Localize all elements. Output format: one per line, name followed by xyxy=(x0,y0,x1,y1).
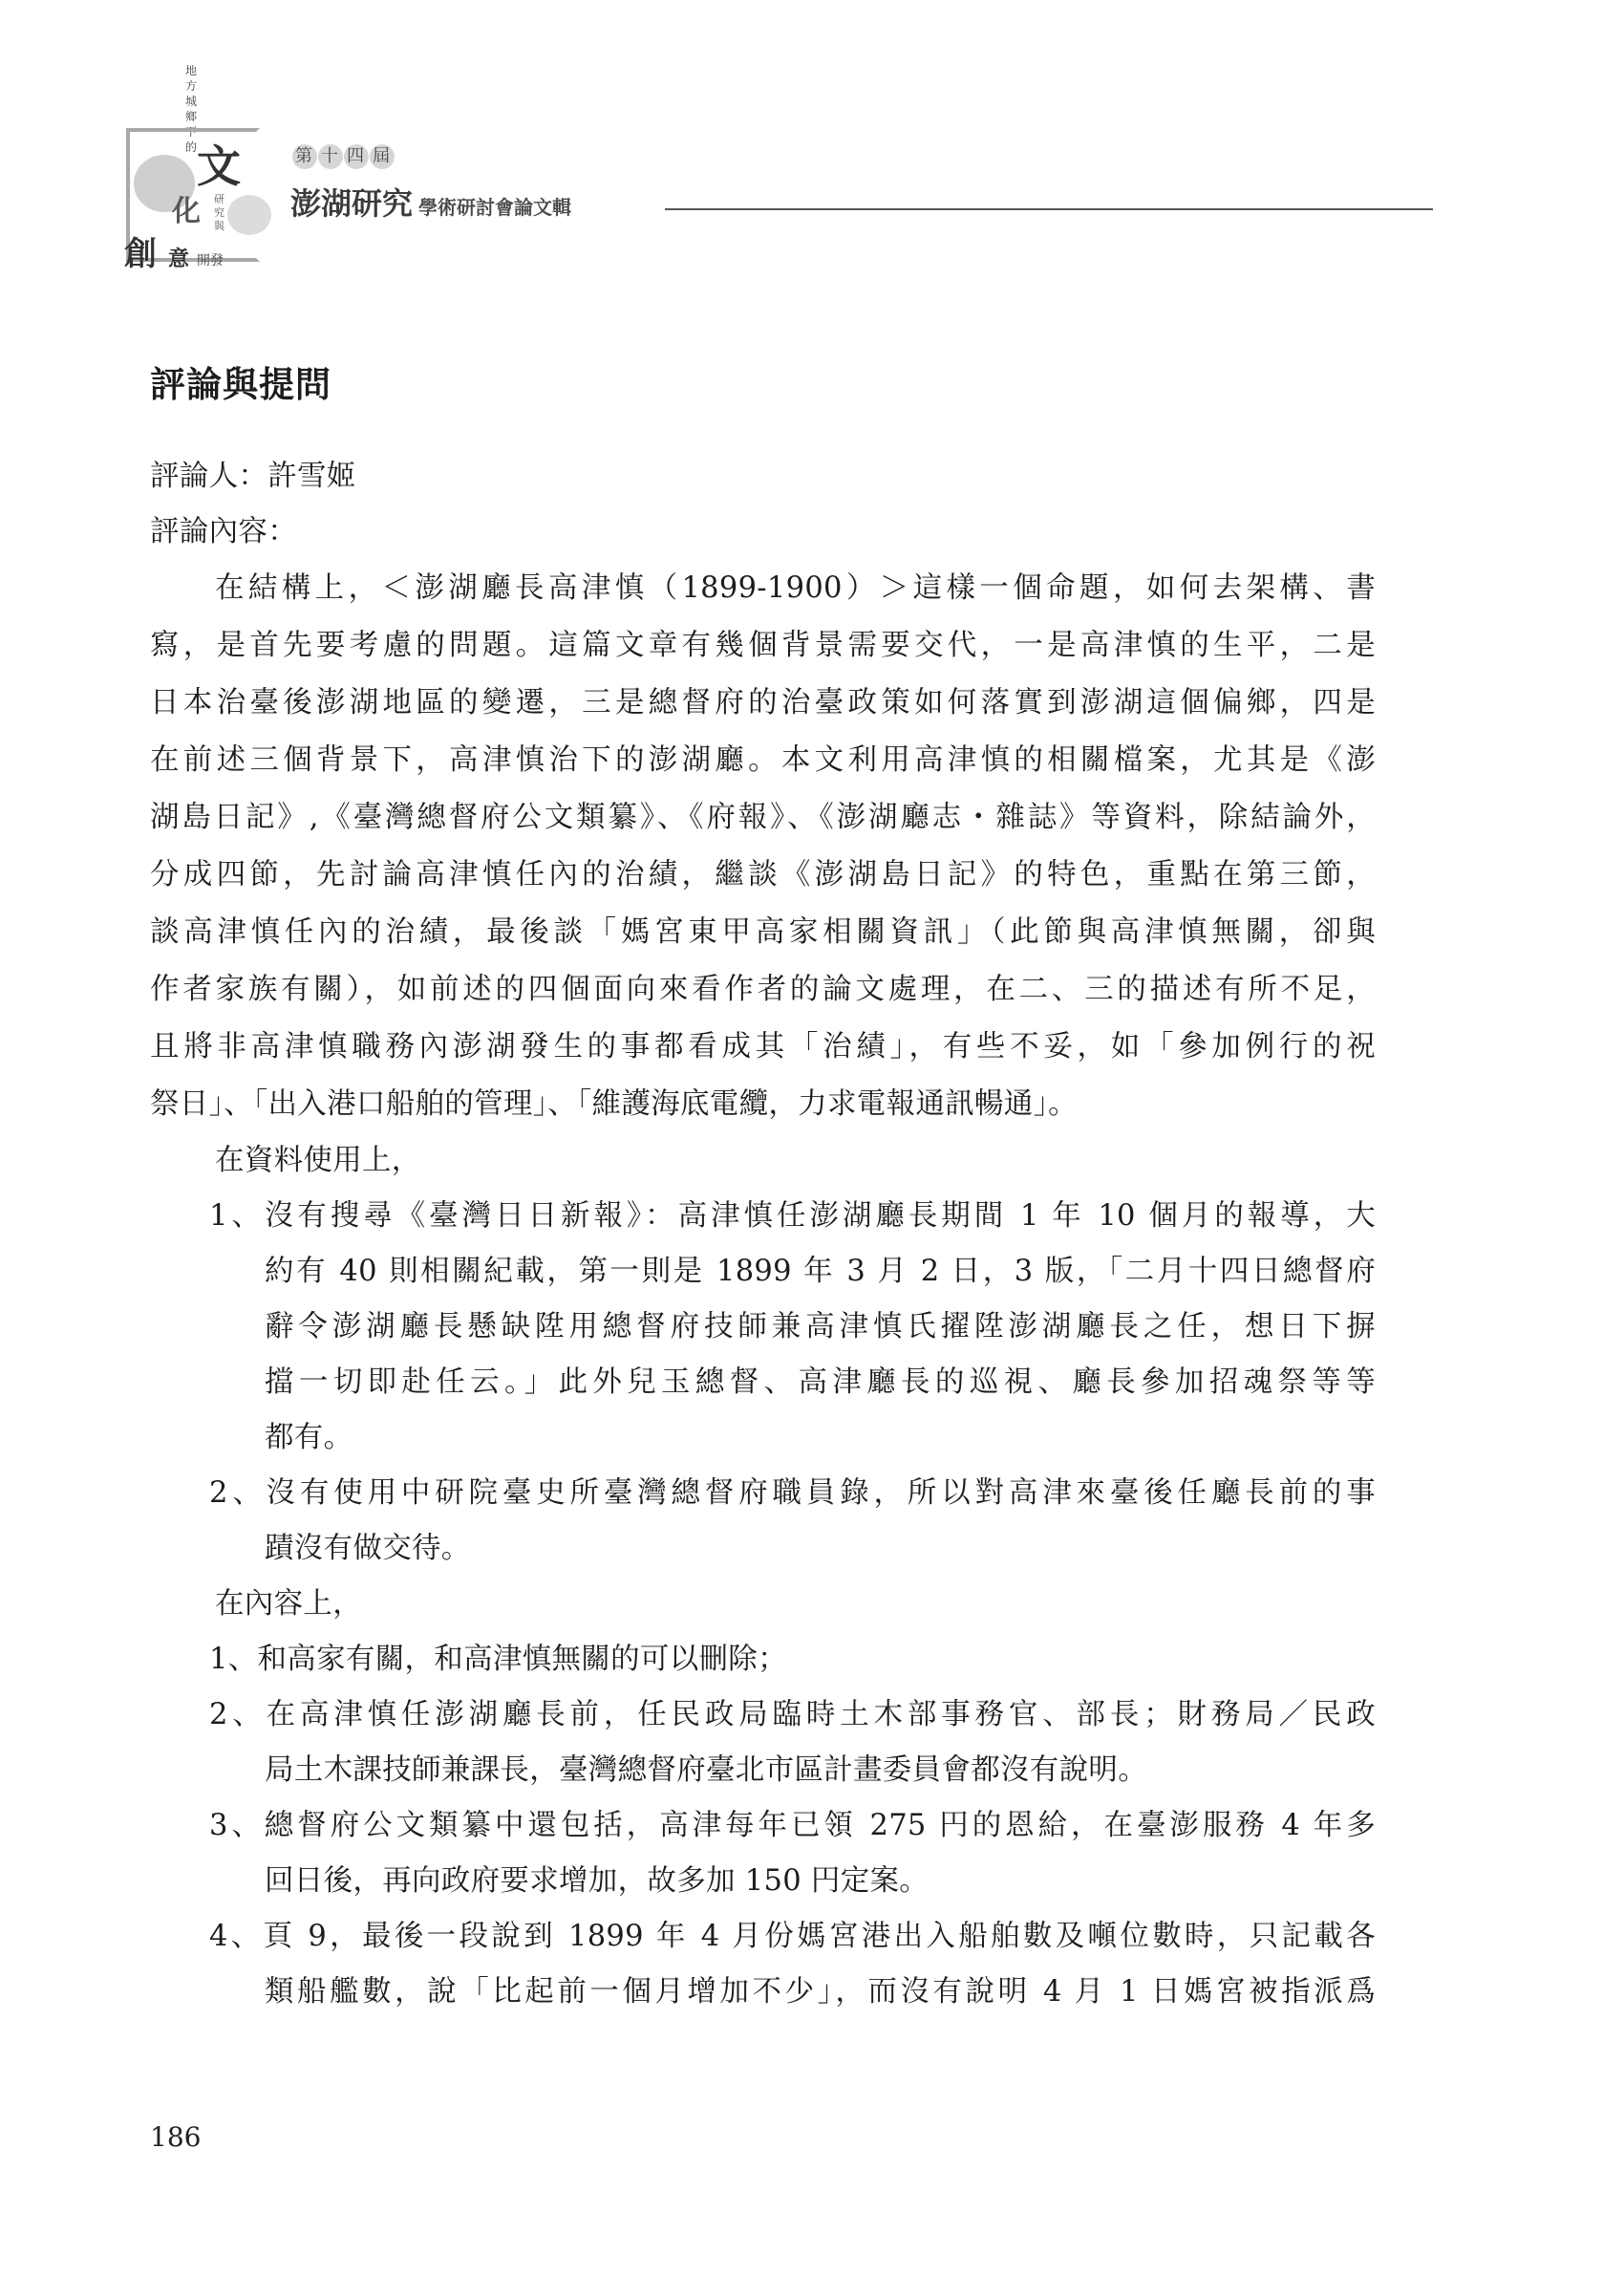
content-label: 評論內容： xyxy=(150,515,297,548)
reviewer-line: 評論人：許雪姬 xyxy=(150,460,356,493)
list-item: 4、頁 9，最後一段說到 1899 年 4 月份媽宮港出入船舶數及噸位數時，只記載各 xyxy=(209,1920,1376,1953)
section-title: 評論與提問 xyxy=(150,363,331,405)
paragraph-line: 在前述三個背景下，高津慎治下的澎湖廳。本文利用高津慎的相關檔案，尤其是《澎 xyxy=(150,743,1376,777)
list-item: 3、總督府公文類纂中還包括，高津每年已領 275 円的恩給，在臺澎服務 4 年多 xyxy=(209,1809,1376,1842)
list-item-continuation: 回日後，再向政府要求增加，故多加 150 円定案。 xyxy=(265,1864,930,1898)
paragraph-line: 在結構上，＜澎湖廳長高津慎（1899-1900）＞這樣一個命題，如何去架構、書 xyxy=(215,571,1376,605)
paragraph-line: 作者家族有關），如前述的四個面向來看作者的論文處理，在二、三的描述有所不足， xyxy=(150,973,1376,1006)
content-usage-label: 在內容上， xyxy=(215,1587,362,1621)
list-item-continuation: 蹟沒有做交待。 xyxy=(265,1532,471,1565)
paragraph-line: 祭日」、「出入港口船舶的管理」、「維護海底電纜，力求電報通訊暢通」。 xyxy=(150,1087,1078,1121)
list-item-continuation: 都有。 xyxy=(265,1421,353,1454)
edition-char: 四 xyxy=(344,144,369,169)
review-body xyxy=(150,449,1376,2020)
list-item: 2、在高津慎任澎湖廳長前，任民政局臨時土木部事務官、部長；財務局／民政 xyxy=(209,1698,1376,1731)
paragraph-line: 日本治臺後澎湖地區的變遷，三是總督府的治臺政策如何落實到澎湖這個偏鄉，四是 xyxy=(150,686,1376,720)
logo-kaifa: 開發 xyxy=(197,253,224,269)
list-item: 1、和高家有關，和高津慎無關的可以刪除； xyxy=(209,1643,787,1676)
journal-subtitle: 學術研討會論文輯 xyxy=(418,196,572,219)
conference-logo xyxy=(105,59,277,273)
logo-wen: 文 xyxy=(197,140,241,192)
logo-sub-text: 研究與 xyxy=(214,193,224,232)
data-usage-label: 在資料使用上， xyxy=(215,1144,421,1177)
edition-char: 十 xyxy=(318,144,343,169)
header-rule xyxy=(665,208,1433,210)
logo-bubble-small xyxy=(227,195,271,235)
logo-yi: 意 xyxy=(168,247,190,271)
content-usage-list xyxy=(150,1632,1376,2020)
list-item-continuation: 擋一切即赴任云。」此外兒玉總督、高津廳長的巡視、廳長參加招魂祭等等 xyxy=(265,1365,1376,1399)
logo-vertical-text: 地方城鄉下的 xyxy=(184,64,197,154)
logo-chuang: 創 xyxy=(124,235,157,273)
page-header xyxy=(0,0,1624,287)
list-item-continuation: 類船艦數，說「比起前一個月增加不少」，而沒有說明 4 月 1 日媽宮被指派爲 xyxy=(265,1975,1376,2009)
edition-char: 屆 xyxy=(370,144,395,169)
list-item-continuation: 辭令澎湖廳長懸缺陞用總督府技師兼高津慎氏擢陞澎湖廳長之任，想日下摒 xyxy=(265,1310,1376,1343)
paragraph-line: 談高津慎任內的治績，最後談「媽宮東甲高家相關資訊」（此節與高津慎無關，卻與 xyxy=(150,915,1376,949)
list-item: 1、沒有搜尋《臺灣日日新報》：高津慎任澎湖廳長期間 1 年 10 個月的報導，大 xyxy=(209,1199,1376,1233)
paragraph-line: 寫，是首先要考慮的問題。這篇文章有幾個背景需要交代，一是高津慎的生平，二是 xyxy=(150,629,1376,662)
paragraph-line: 且將非高津慎職務內澎湖發生的事都看成其「治績」，有些不妥，如「參加例行的祝 xyxy=(150,1030,1376,1064)
list-item-continuation: 局土木課技師兼課長，臺灣總督府臺北市區計畫委員會都沒有說明。 xyxy=(265,1753,1147,1787)
logo-hua: 化 xyxy=(172,195,201,228)
journal-title-block xyxy=(290,180,571,224)
data-usage-list xyxy=(150,1189,1376,1577)
journal-title: 澎湖研究 xyxy=(290,185,414,222)
list-item: 2、沒有使用中研院臺史所臺灣總督府職員錄，所以對高津來臺後任廳長前的事 xyxy=(209,1476,1376,1510)
page-number: 186 xyxy=(150,2121,202,2153)
paragraph-line: 分成四節，先討論高津慎任內的治績，繼談《澎湖島日記》的特色，重點在第三節， xyxy=(150,858,1376,892)
list-item-continuation: 約有 40 則相關紀載，第一則是 1899 年 3 月 2 日，3 版，「二月十四日總督府 xyxy=(265,1255,1376,1288)
edition-char: 第 xyxy=(292,144,317,169)
paragraph-structure xyxy=(150,560,1376,1133)
edition-label xyxy=(292,143,395,169)
paragraph-line: 湖島日記》,《臺灣總督府公文類纂》、《府報》、《澎湖廳志・雜誌》等資料，除結論外， xyxy=(150,801,1376,834)
